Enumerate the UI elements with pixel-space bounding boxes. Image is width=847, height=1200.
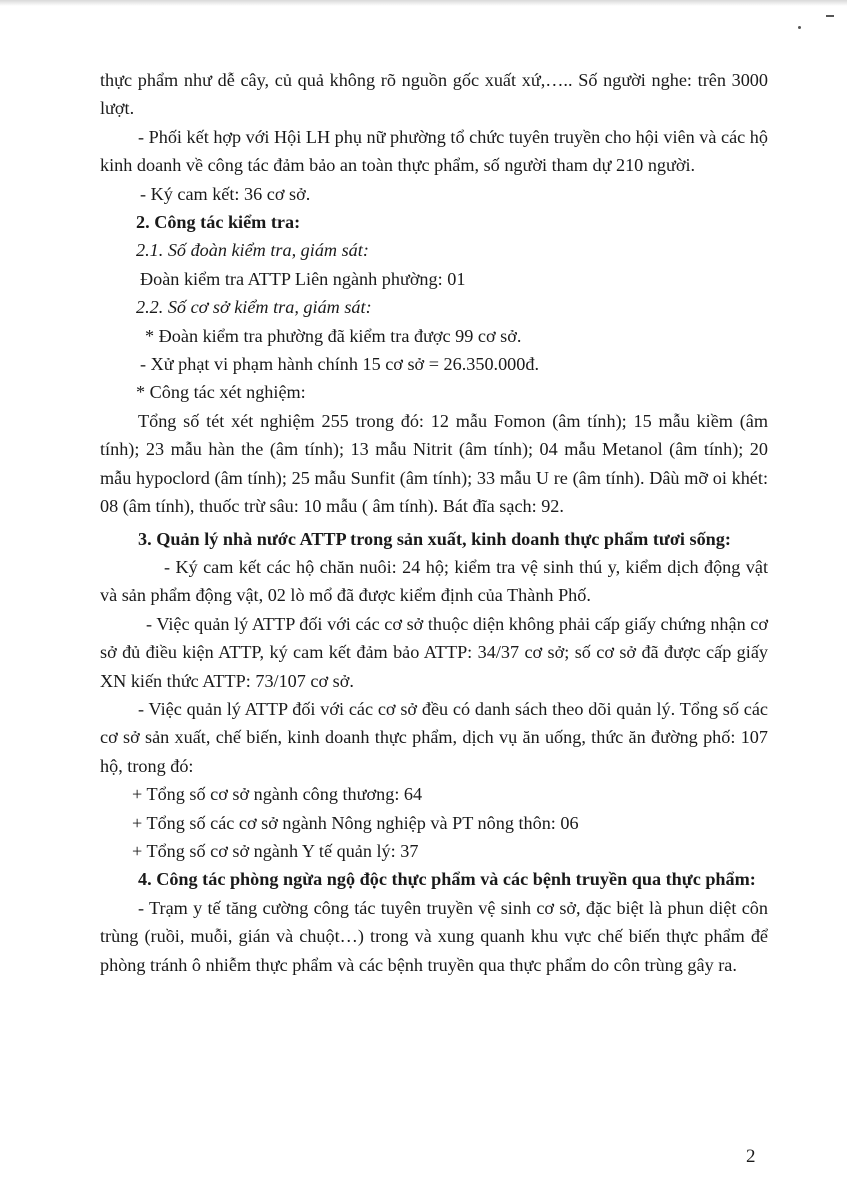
body-paragraph: Tổng số tét xét nghiệm 255 trong đó: 12 mẫu Fomon (âm tính); 15 mẫu kiềm (âm tính); 23 mẫu hàn the (âm tính); 13 mẫu Nitrit (âm tính); 04 mẫu Metanol (âm tính); 20 mẫu hypoclord (âm tính); 25 mẫu Sunfit (âm tính); 33 mẫu U re (âm tính). Dâù mỡ oi khét: 08 (âm tính), thuốc trừ sâu: 10 mẫu ( âm tính). Bát đĩa sạch: 92. <box>100 410 768 517</box>
document-page <box>100 66 768 979</box>
body-paragraph: * Công tác xét nghiệm: <box>136 382 306 403</box>
scan-speck <box>826 15 834 17</box>
body-paragraph: - Xử phạt vi phạm hành chính 15 cơ sở = 26.350.000đ. <box>140 354 540 375</box>
section-heading: 4. Công tác phòng ngừa ngộ độc thực phẩm và các bệnh truyền qua thực phẩm: <box>138 869 756 890</box>
scan-speck <box>798 26 801 29</box>
list-item: + Tổng số các cơ sở ngành Nông nghiệp và PT nông thôn: 06 <box>132 812 579 833</box>
list-item: + Tổng số cơ sở ngành công thương: 64 <box>132 784 423 805</box>
scan-edge-shadow <box>0 0 847 6</box>
body-paragraph: - Ký cam kết: 36 cơ sở. <box>140 183 311 204</box>
body-paragraph: - Việc quản lý ATTP đối với các cơ sở đều có danh sách theo dõi quản lý. Tổng số các cơ sở sản xuất, chế biến, kinh doanh thực phẩm, dịch vụ ăn uống, thức ăn đường phố: 107 hộ, trong đó: <box>100 698 768 776</box>
body-paragraph: * Đoàn kiểm tra phường đã kiểm tra được 99 cơ sở. <box>145 325 522 346</box>
list-item: + Tổng số cơ sở ngành Y tế quản lý: 37 <box>132 840 419 861</box>
body-paragraph: - Phối kết hợp với Hội LH phụ nữ phường tổ chức tuyên truyền cho hội viên và các hộ kinh doanh về công tác đảm bảo an toàn thực phẩm, số người tham dự 210 người. <box>100 126 768 176</box>
body-paragraph: - Việc quản lý ATTP đối với các cơ sở thuộc diện không phải cấp giấy chứng nhận cơ sở đủ điều kiện ATTP, ký cam kết đảm bảo ATTP: 34/37 cơ sở; số cơ sở đã được cấp giấy XN kiến thức ATTP: 73/107 cơ sở. <box>100 613 768 691</box>
body-paragraph: - Trạm y tế tăng cường công tác tuyên truyền vệ sinh cơ sở, đặc biệt là phun diệt côn trùng (ruồi, muỗi, gián và chuột…) trong và xung quanh khu vực chế biến thực phẩm để phòng tránh ô nhiễm thực phẩm và các bệnh truyền qua thực phẩm do côn trùng gây ra. <box>100 897 768 975</box>
page-number: 2 <box>746 1146 756 1167</box>
body-paragraph: - Ký cam kết các hộ chăn nuôi: 24 hộ; kiểm tra vệ sinh thú y, kiểm dịch động vật và sản phẩm động vật, 02 lò mổ đã được kiểm định của Thành Phố. <box>100 556 768 606</box>
body-paragraph: thực phẩm như dễ cây, củ quả không rõ nguồn gốc xuất xứ,….. Số người nghe: trên 3000 lượt. <box>100 70 768 119</box>
section-heading: 2. Công tác kiểm tra: <box>136 212 301 233</box>
section-heading: 3. Quản lý nhà nước ATTP trong sản xuất, kinh doanh thực phẩm tươi sống: <box>138 528 731 549</box>
subsection-heading: 2.1. Số đoàn kiểm tra, giám sát: <box>136 240 369 261</box>
body-paragraph: Đoàn kiểm tra ATTP Liên ngành phường: 01 <box>140 268 466 289</box>
subsection-heading: 2.2. Số cơ sở kiểm tra, giám sát: <box>136 297 372 318</box>
